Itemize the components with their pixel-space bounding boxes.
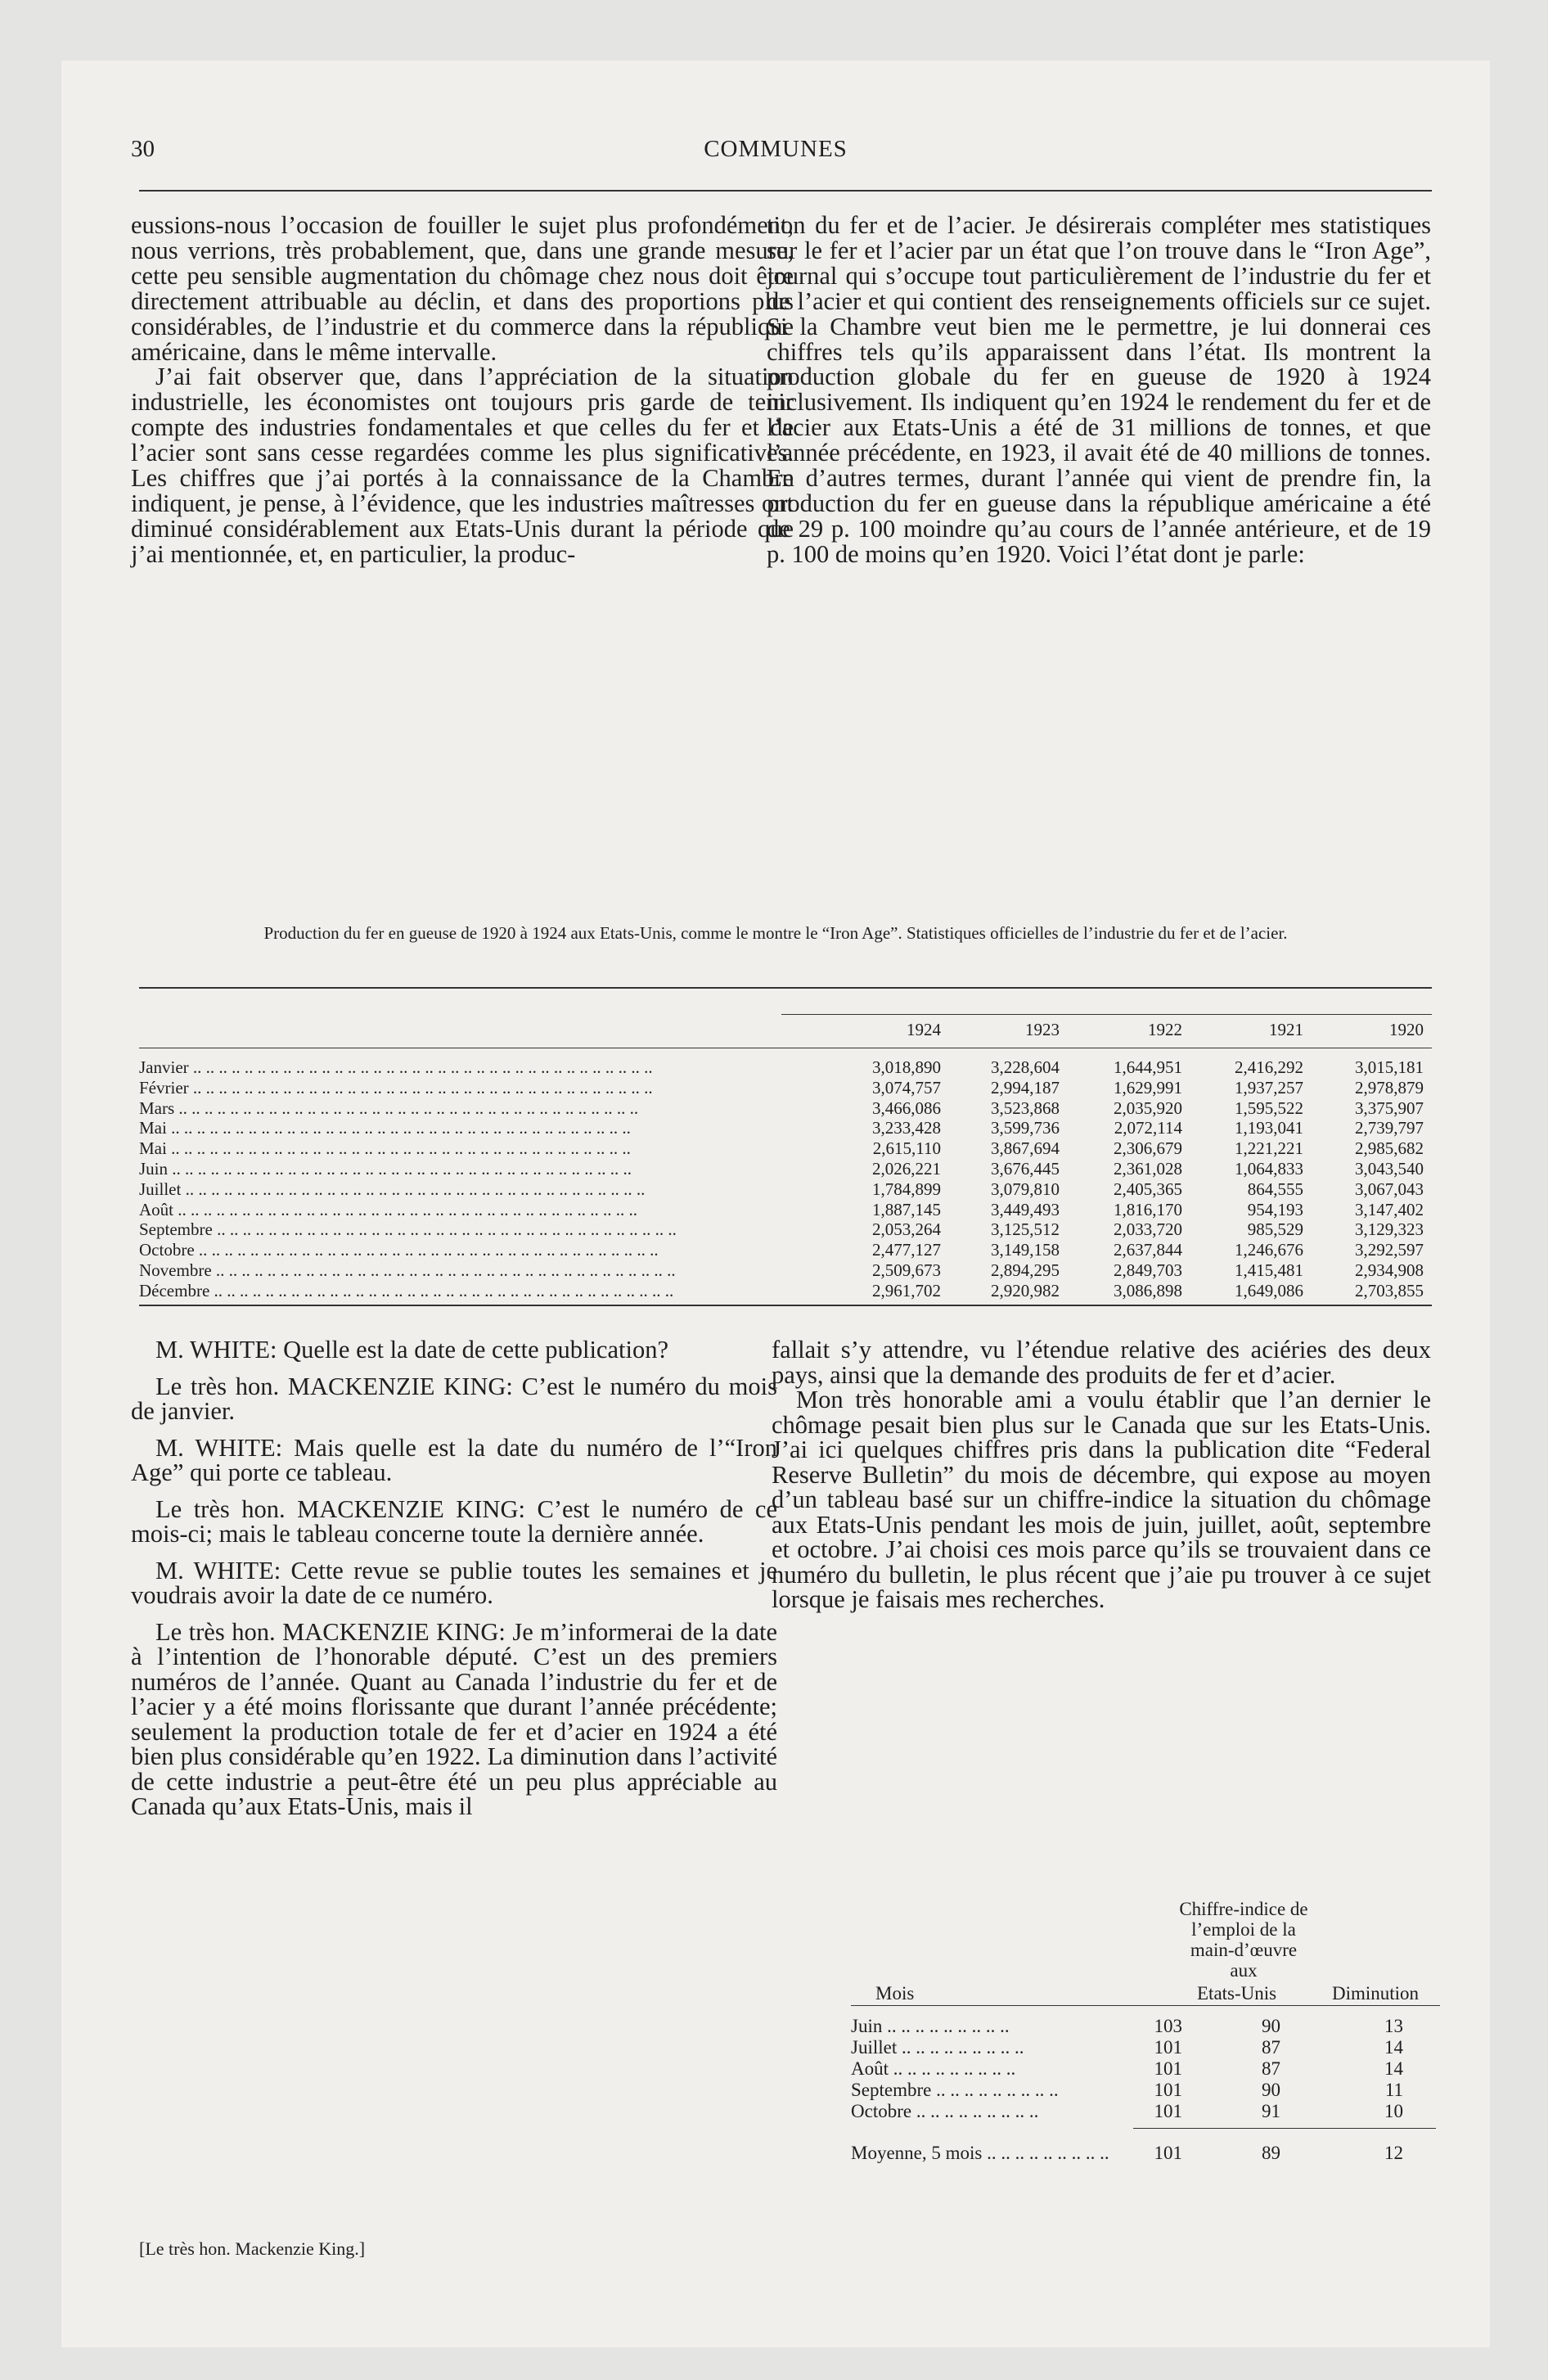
paragraph: M. WHITE: Cette revue se publie toutes les semaines et je voudrais avoir la date de ce numéro. bbox=[131, 1556, 777, 1609]
page-sheet bbox=[61, 61, 1490, 2347]
table-row bbox=[139, 1179, 1432, 1199]
header-line: main-d’œuvre bbox=[1190, 1940, 1298, 1960]
value-cell: 3,018,890 bbox=[872, 1057, 941, 1077]
level-cell: 90 bbox=[1262, 2016, 1280, 2036]
year-header: 1920 bbox=[1389, 1020, 1424, 1039]
diminution-column-header: Diminution bbox=[1332, 1983, 1420, 2004]
value-cell: 954,193 bbox=[1247, 1199, 1303, 1219]
index-column-header bbox=[1178, 1899, 1309, 1981]
paragraph: Le très hon. MACKENZIE KING: C’est le numéro du mois de janvier. bbox=[131, 1372, 777, 1425]
speaker-footer: [Le très hon. Mackenzie King.] bbox=[139, 2238, 366, 2259]
table-row bbox=[139, 1281, 1432, 1300]
value-cell: 1,221,221 bbox=[1235, 1138, 1303, 1159]
year-header: 1921 bbox=[1269, 1020, 1303, 1039]
year-header: 1922 bbox=[1148, 1020, 1182, 1039]
table-row bbox=[139, 1260, 1432, 1280]
lower-left-column bbox=[131, 1337, 777, 1819]
value-cell: 3,067,043 bbox=[1355, 1179, 1424, 1199]
value-cell: 2,053,264 bbox=[872, 1219, 941, 1240]
value-cell: 2,934,908 bbox=[1355, 1260, 1424, 1280]
level-cell: 87 bbox=[1262, 2037, 1280, 2058]
table-row bbox=[139, 1118, 1432, 1138]
paragraph: tion du fer et de l’acier. Je désirerais compléter mes statistiques sur le fer et l’acier par un état que l’on trouve dans le “Iron Age”, journal qui s’occupe tout particulièrement de l’industrie du fer et de l’acier et qui contient des renseignements officiels sur ce sujet. Si la Chambre veut bien me le permettre, je lui donnerai ces chiffres tels qu’ils apparaissent dans l’état. Ils montrent la production globale du fer en gueuse de 1920 à 1924 inclusivement. Ils indiquent qu’en 1924 le rendement du fer et de l’acier aux Etats-Unis a été de 31 millions de tonnes, et que l’année précédente, en 1923, il avait été de 40 millions de tonnes. En d’autres termes, durant l’année qui vient de prendre fin, la production du fer en gueuse dans la république américaine a été de 29 p. 100 moindre qu’au cours de l’année antérieure, et de 19 p. 100 de moins qu’en 1920. Voici l’état dont je parle: bbox=[767, 211, 1431, 568]
level-cell: 87 bbox=[1262, 2058, 1280, 2079]
value-cell: 1,649,086 bbox=[1235, 1280, 1303, 1300]
value-cell: 3,449,493 bbox=[991, 1199, 1060, 1219]
employment-row bbox=[851, 2037, 1440, 2058]
value-cell: 1,887,145 bbox=[872, 1199, 941, 1219]
level-cell: 90 bbox=[1262, 2080, 1280, 2100]
value-cell: 2,994,187 bbox=[991, 1077, 1060, 1098]
paragraph: fallait s’y attendre, vu l’étendue relative des aciéries des deux pays, ainsi que la demande des produits de fer et d’acier. bbox=[772, 1336, 1431, 1389]
value-cell: 2,978,879 bbox=[1355, 1077, 1424, 1098]
value-cell: 2,072,114 bbox=[1114, 1118, 1182, 1138]
value-cell: 864,555 bbox=[1247, 1179, 1303, 1199]
upper-left-column bbox=[131, 213, 794, 567]
average-label: Moyenne, 5 mois .. .. bbox=[851, 2143, 1145, 2164]
value-cell: 2,477,127 bbox=[872, 1240, 941, 1260]
average-diminution: 12 bbox=[1384, 2143, 1403, 2163]
year-header: 1923 bbox=[1025, 1020, 1060, 1039]
level-cell: 91 bbox=[1262, 2101, 1280, 2121]
value-cell: 2,026,221 bbox=[872, 1159, 941, 1179]
value-cell: 3,233,428 bbox=[872, 1118, 941, 1138]
value-cell: 2,894,295 bbox=[991, 1260, 1060, 1280]
value-cell: 3,129,323 bbox=[1355, 1219, 1424, 1240]
diminution-cell: 14 bbox=[1384, 2058, 1403, 2079]
value-cell: 3,015,181 bbox=[1355, 1057, 1424, 1077]
diminution-cell: 14 bbox=[1384, 2037, 1403, 2058]
value-cell: 3,125,512 bbox=[991, 1219, 1060, 1240]
value-cell: 1,816,170 bbox=[1114, 1199, 1182, 1219]
value-cell: 2,961,702 bbox=[872, 1280, 941, 1300]
table-row bbox=[139, 1240, 1432, 1260]
month-cell: Août .. .. bbox=[851, 2058, 1154, 2080]
month-cell: Janvier .. .. bbox=[139, 1057, 810, 1078]
table-row bbox=[139, 1219, 1432, 1239]
value-cell: 2,405,365 bbox=[1114, 1179, 1182, 1199]
month-cell: Mars .. .. bbox=[139, 1098, 810, 1119]
value-cell: 3,867,694 bbox=[991, 1138, 1060, 1159]
paragraph: Mon très honorable ami a voulu établir que l’an dernier le chômage pesait bien plus sur le Canada que sur les Etats-Unis. J’ai ici quelques chiffres pris dans la publication dite “Federal Reserve Bulletin” du mois de décembre, qui expose au moyen d’un tableau basé sur un chiffre-indice la situation du chômage aux Etats-Unis pendant les mois de juin, juillet, août, septembre et octobre. J’ai choisi ces mois parce qu’ils se trouvaient dans ce numéro du bulletin, le plus récent que j’aie pu trouver à ce sujet lorsque je faisais mes recherches. bbox=[772, 1386, 1431, 1613]
employment-row bbox=[851, 2101, 1440, 2122]
value-cell: 2,637,844 bbox=[1114, 1240, 1182, 1260]
value-cell: 2,615,110 bbox=[872, 1138, 941, 1159]
value-cell: 3,228,604 bbox=[991, 1057, 1060, 1077]
year-header: 1924 bbox=[907, 1020, 941, 1039]
month-cell: Mai .. .. bbox=[139, 1138, 810, 1159]
paragraph: eussions-nous l’occasion de fouiller le sujet plus profondément, nous verrions, très probablement, que, dans une grande mesure, cette peu sensible augmentation du chômage chez nous doit être directement attribuable au déclin, et dans des proportions plus considérables, de l’industrie et du commerce dans la république américaine, dans le même intervalle. bbox=[131, 211, 794, 366]
table-bottom-rule bbox=[139, 1305, 1432, 1306]
table-row bbox=[139, 1078, 1432, 1098]
index-cell: 103 bbox=[1154, 2016, 1182, 2036]
production-table-caption: Production du fer en gueuse de 1920 à 1924 aux Etats-Unis, comme le montre le “Iron Age”. Statistiques officielles de l’industrie du fer et de l’acier. bbox=[263, 923, 1288, 943]
header-line: l’emploi de la bbox=[1191, 1919, 1296, 1940]
month-cell: Octobre .. .. bbox=[139, 1240, 810, 1260]
average-row bbox=[851, 2143, 1440, 2164]
index-cell: 101 bbox=[1154, 2101, 1182, 2121]
month-cell: Novembre .. .. bbox=[139, 1260, 810, 1281]
running-head bbox=[61, 136, 1490, 165]
index-cell: 101 bbox=[1154, 2037, 1182, 2058]
value-cell: 1,595,522 bbox=[1235, 1098, 1303, 1118]
table-row bbox=[139, 1057, 1432, 1077]
average-index: 101 bbox=[1154, 2143, 1182, 2163]
value-cell: 1,937,257 bbox=[1235, 1077, 1303, 1098]
value-cell: 3,043,540 bbox=[1355, 1159, 1424, 1179]
value-cell: 2,920,982 bbox=[991, 1280, 1060, 1300]
paragraph: Le très hon. MACKENZIE KING: C’est le numéro de ce mois-ci; mais le tableau concerne toute la dernière année. bbox=[131, 1494, 777, 1548]
value-cell: 2,361,028 bbox=[1114, 1159, 1182, 1179]
value-cell: 3,079,810 bbox=[991, 1179, 1060, 1199]
table-header-row bbox=[139, 1020, 1432, 1038]
value-cell: 2,985,682 bbox=[1355, 1138, 1424, 1159]
month-cell: Décembre .. .. bbox=[139, 1281, 810, 1301]
month-cell: Juin .. .. bbox=[851, 2016, 1154, 2037]
value-cell: 3,147,402 bbox=[1355, 1199, 1424, 1219]
header-line: aux bbox=[1230, 1960, 1258, 1981]
value-cell: 2,306,679 bbox=[1114, 1138, 1182, 1159]
month-cell: Mai .. .. bbox=[139, 1118, 810, 1138]
etats-unis-column-header: Etats-Unis bbox=[1197, 1983, 1277, 2004]
value-cell: 1,246,676 bbox=[1235, 1240, 1303, 1260]
value-cell: 1,193,041 bbox=[1235, 1118, 1303, 1138]
value-cell: 1,644,951 bbox=[1114, 1057, 1182, 1077]
employment-row bbox=[851, 2058, 1440, 2080]
table-row bbox=[139, 1159, 1432, 1179]
paragraph: M. WHITE: Quelle est la date de cette publication? bbox=[155, 1336, 668, 1364]
month-cell: Octobre .. .. bbox=[851, 2101, 1154, 2122]
value-cell: 2,739,797 bbox=[1355, 1118, 1424, 1138]
header-rule bbox=[139, 190, 1432, 192]
value-cell: 3,074,757 bbox=[872, 1077, 941, 1098]
value-cell: 2,033,720 bbox=[1114, 1219, 1182, 1240]
employment-row bbox=[851, 2016, 1440, 2037]
average-level: 89 bbox=[1262, 2143, 1280, 2163]
month-cell: Juillet .. .. bbox=[139, 1179, 810, 1200]
table-row bbox=[139, 1138, 1432, 1158]
index-cell: 101 bbox=[1154, 2080, 1182, 2100]
value-cell: 2,509,673 bbox=[872, 1260, 941, 1280]
diminution-cell: 11 bbox=[1384, 2080, 1403, 2100]
value-cell: 985,529 bbox=[1247, 1219, 1303, 1240]
paragraph: Le très hon. MACKENZIE KING: Je m’informerai de la date à l’intention de l’honorable député. C’est un des premiers numéros de l’année. Quant au Canada l’industrie du fer et de l’acier y a été moins florissante que durant l’année précédente; seulement la production totale de fer et d’acier en 1924 a été bien plus considérable qu’en 1922. La diminution dans l’activité de cette industrie a peut-être été un peu plus appréciable au Canada qu’aux Etats-Unis, mais il bbox=[131, 1617, 777, 1820]
value-cell: 1,629,991 bbox=[1114, 1077, 1182, 1098]
value-cell: 1,784,899 bbox=[872, 1179, 941, 1199]
month-cell: Septembre .. .. bbox=[139, 1219, 810, 1240]
month-cell: Juin .. .. bbox=[139, 1159, 810, 1179]
value-cell: 1,064,833 bbox=[1235, 1159, 1303, 1179]
value-cell: 3,375,907 bbox=[1355, 1098, 1424, 1118]
month-cell: Septembre .. .. bbox=[851, 2080, 1154, 2101]
value-cell: 2,849,703 bbox=[1114, 1260, 1182, 1280]
index-cell: 101 bbox=[1154, 2058, 1182, 2079]
upper-right-column bbox=[767, 213, 1431, 567]
page-number: 30 bbox=[131, 136, 155, 162]
mois-column-header: Mois bbox=[875, 1983, 915, 2004]
value-cell: 3,149,158 bbox=[991, 1240, 1060, 1260]
header-line: Chiffre-indice de bbox=[1179, 1899, 1308, 1919]
table-sub-rule bbox=[781, 1014, 1432, 1015]
value-cell: 2,416,292 bbox=[1235, 1057, 1303, 1077]
journal-title: COMMUNES bbox=[704, 136, 848, 162]
month-cell: Août .. .. bbox=[139, 1200, 810, 1220]
value-cell: 3,466,086 bbox=[872, 1098, 941, 1118]
value-cell: 1,415,481 bbox=[1235, 1260, 1303, 1280]
paragraph: J’ai fait observer que, dans l’appréciation de la situation industrielle, les économistes ont toujours pris garde de tenir compte des industries fondamentales et que celles du fer et de l’acier sont sans cesse regardées comme les plus significatives. Les chiffres que j’ai portés à la connaissance de la Chambre indiquent, je pense, à l’évidence, que les industries maîtresses ont diminué considérablement aux Etats-Unis durant la période que j’ai mentionnée, et, en particulier, la produc- bbox=[131, 363, 794, 568]
table-row bbox=[139, 1098, 1432, 1118]
table-row bbox=[139, 1200, 1432, 1219]
value-cell: 3,523,868 bbox=[991, 1098, 1060, 1118]
diminution-cell: 10 bbox=[1384, 2101, 1403, 2121]
value-cell: 3,676,445 bbox=[991, 1159, 1060, 1179]
lower-right-column bbox=[772, 1337, 1431, 1612]
employment-row bbox=[851, 2080, 1440, 2101]
month-cell: Février .. .. bbox=[139, 1078, 810, 1098]
table-top-rule bbox=[139, 987, 1432, 989]
value-cell: 3,599,736 bbox=[991, 1118, 1060, 1138]
value-cell: 3,292,597 bbox=[1355, 1240, 1424, 1260]
value-cell: 3,086,898 bbox=[1114, 1280, 1182, 1300]
small-table-total-rule bbox=[1133, 2128, 1436, 2129]
month-cell: Juillet .. .. bbox=[851, 2037, 1154, 2058]
small-table-header-rule bbox=[851, 2005, 1440, 2006]
value-cell: 2,035,920 bbox=[1114, 1098, 1182, 1118]
diminution-cell: 13 bbox=[1384, 2016, 1403, 2036]
value-cell: 2,703,855 bbox=[1355, 1280, 1424, 1300]
paragraph: M. WHITE: Mais quelle est la date du numéro de l’“Iron Age” qui porte ce tableau. bbox=[131, 1433, 777, 1486]
